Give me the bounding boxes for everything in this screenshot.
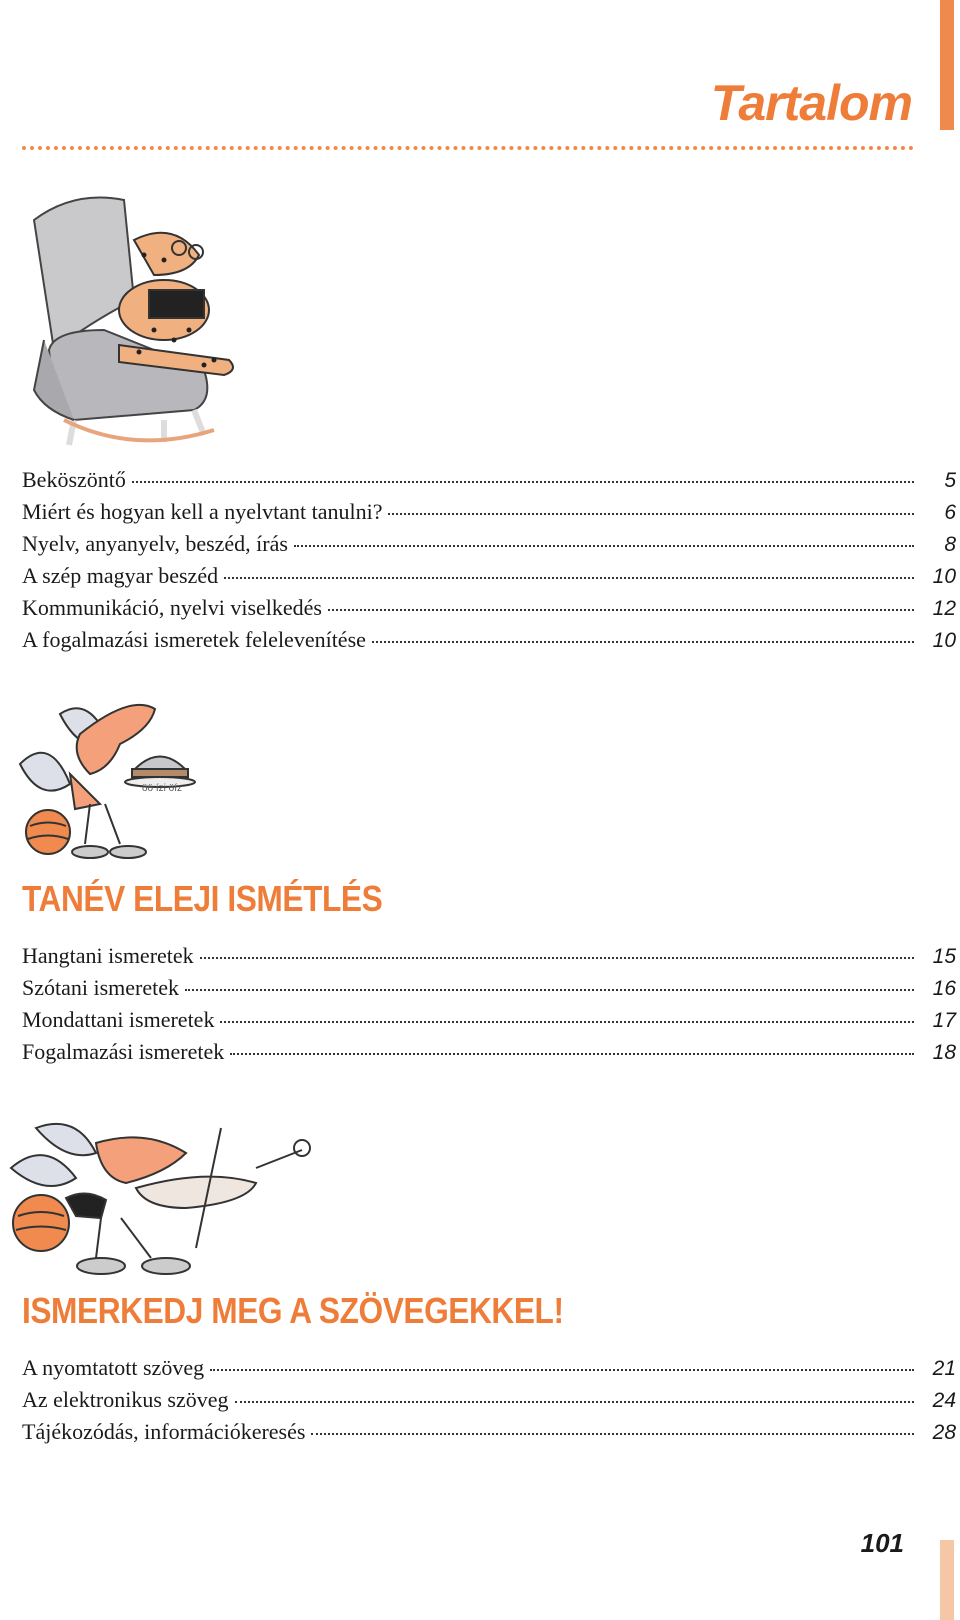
toc-page-number: 18 [932,1041,956,1064]
toc-row[interactable] [22,496,956,528]
toc-entry-label: Az elektronikus szöveg [22,1387,229,1412]
toc-section-1 [22,940,956,1068]
bug-playing-violin-illustration [6,1108,316,1278]
toc-page-number: 5 [944,469,956,492]
toc-entry-label: Hangtani ismeretek [22,943,194,968]
dot-leader [220,1021,914,1023]
dot-leader [230,1053,914,1055]
toc-entry-label: A szép magyar beszéd [22,563,219,588]
dot-leader [185,989,914,991]
toc-entry-label: Nyelv, anyanyelv, beszéd, írás [22,531,288,556]
toc-row[interactable] [22,528,956,560]
dot-leader [224,577,914,579]
toc-page-number: 17 [932,1009,956,1032]
toc-entry-label: A fogalmazási ismeretek felelevenítése [22,627,366,652]
dot-leader [372,641,914,643]
dot-leader [235,1401,915,1403]
toc-row[interactable] [22,560,956,592]
dog-reading-in-armchair-illustration [14,180,254,460]
dot-leader [200,957,914,959]
toc-page-number: 21 [932,1357,956,1380]
toc-entry-label: Mondattani ismeretek [22,1007,215,1032]
top-accent-bar [940,0,954,130]
section-heading-szovegek: ISMERKEDJ MEG A SZÖVEGEKKEL! [22,1290,564,1331]
toc-row[interactable] [22,1352,956,1384]
svg-text:öö ízi öíz: öö ízi öíz [142,783,183,794]
toc-page-number: 10 [932,629,956,652]
section-heading-tanev: TANÉV ELEJI ISMÉTLÉS [22,878,383,919]
page-title: Tartalom [710,75,912,131]
toc-page-number: 6 [944,501,956,524]
toc-section-2 [22,1352,956,1448]
page-number: 101 [860,1528,904,1558]
dot-leader [132,481,914,483]
toc-entry-label: Miért és hogyan kell a nyelvtant tanulni? [22,499,383,524]
toc-row[interactable] [22,1416,956,1448]
toc-row[interactable] [22,1036,956,1068]
toc-row[interactable] [22,1384,956,1416]
bug-serving-burger-illustration [10,694,250,864]
toc-page-number: 15 [932,945,956,968]
toc-page-number: 12 [932,597,956,620]
toc-entry-label: Tájékozódás, információkeresés [22,1419,306,1444]
dot-leader [328,609,914,611]
toc-page-number: 8 [944,533,956,556]
toc-row[interactable] [22,592,956,624]
toc-row[interactable] [22,624,956,656]
toc-entry-label: Beköszöntő [22,467,126,492]
bottom-accent-bar [940,1540,954,1620]
toc-row[interactable] [22,1004,956,1036]
dot-leader [311,1433,914,1435]
toc-page-number: 16 [932,977,956,1000]
toc-entry-label: Kommunikáció, nyelvi viselkedés [22,595,322,620]
toc-page-number: 10 [932,565,956,588]
title-dotted-rule [22,146,914,150]
toc-page-number: 24 [932,1389,956,1412]
toc-row[interactable] [22,464,956,496]
toc-page-number: 28 [932,1421,956,1444]
toc-row[interactable] [22,972,956,1004]
toc-entry-label: Fogalmazási ismeretek [22,1039,225,1064]
dot-leader [388,513,914,515]
toc-intro [22,464,956,656]
dot-leader [210,1369,914,1371]
dot-leader [294,545,914,547]
toc-row[interactable] [22,940,956,972]
toc-entry-label: Szótani ismeretek [22,975,180,1000]
toc-entry-label: A nyomtatott szöveg [22,1355,205,1380]
